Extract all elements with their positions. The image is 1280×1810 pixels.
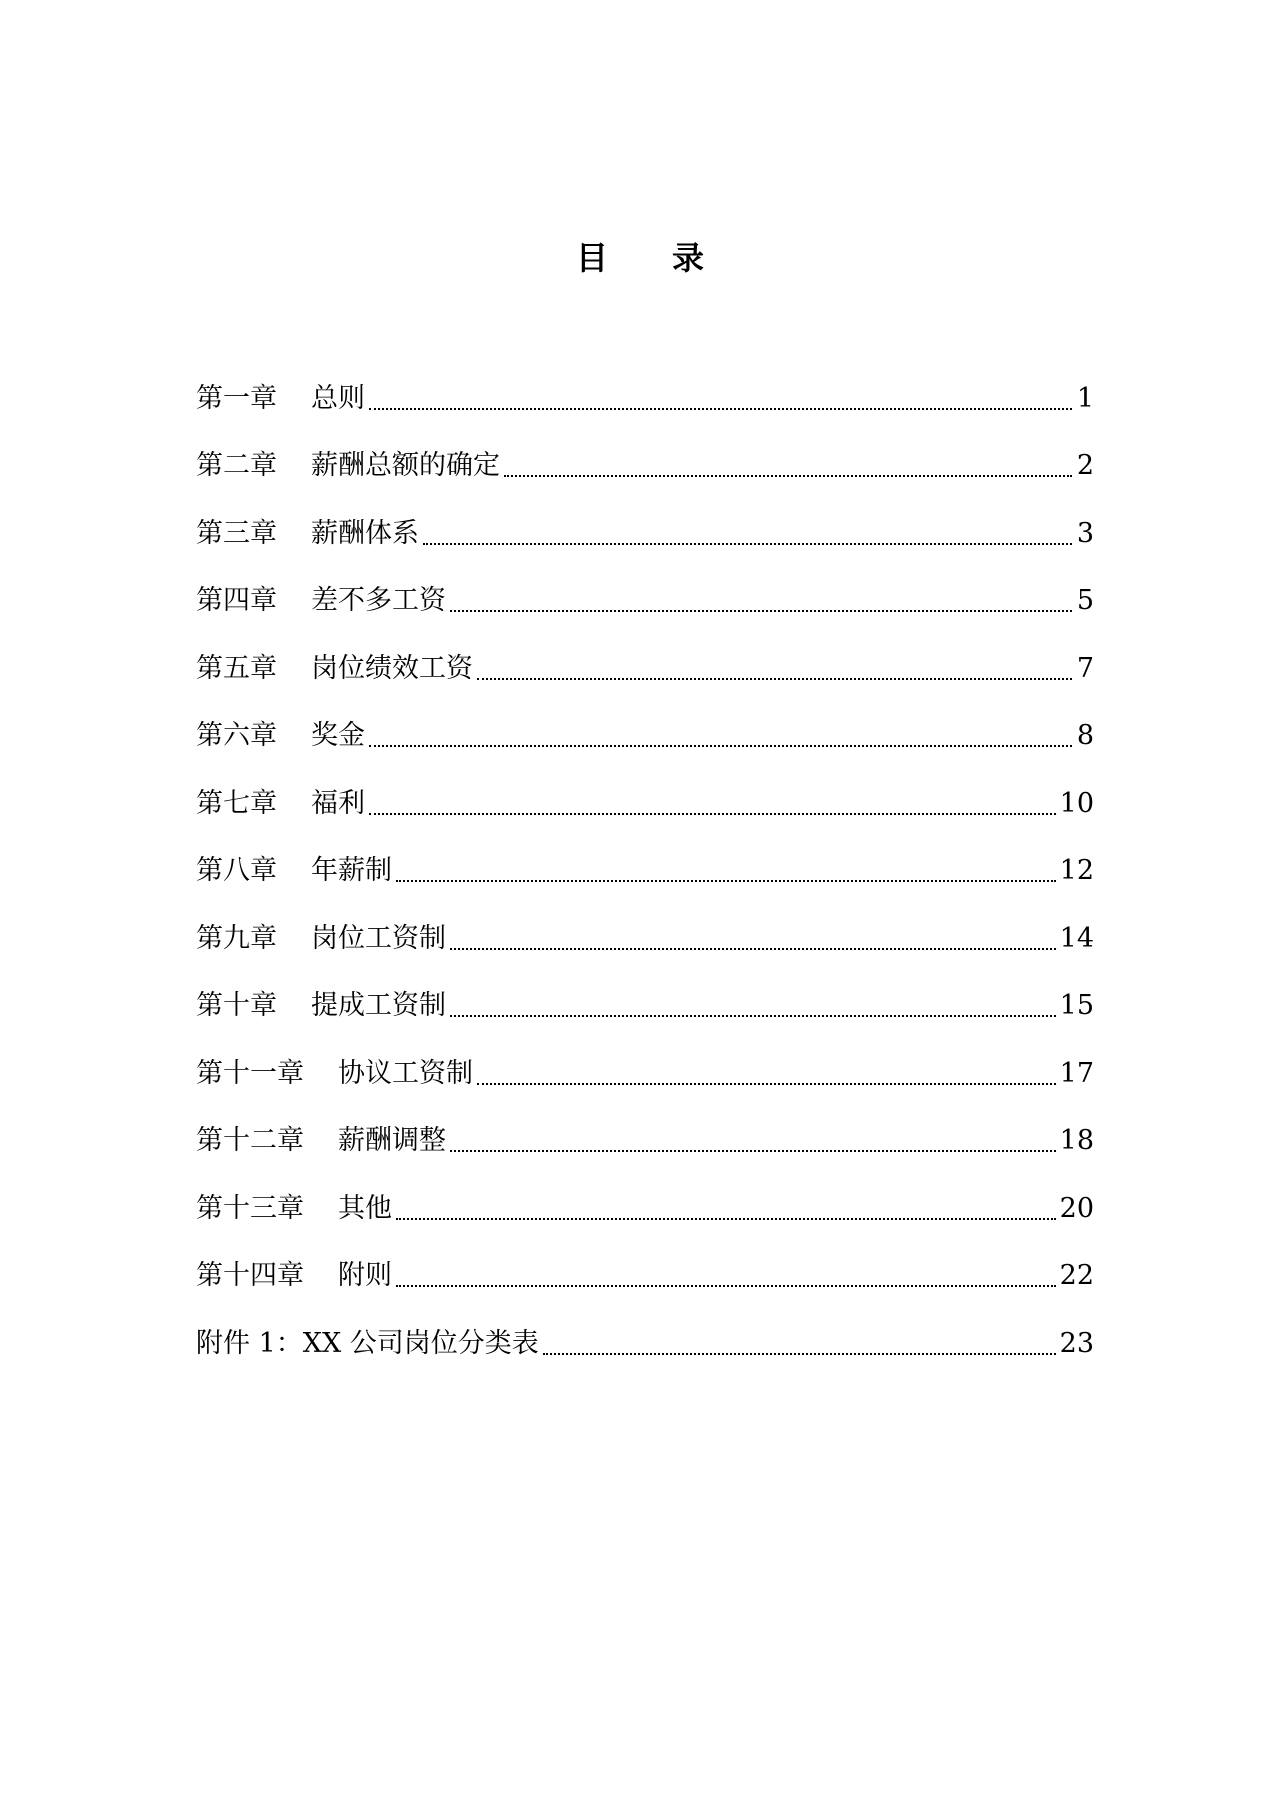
chapter-number: 第七章 <box>196 787 277 819</box>
chapter-number: 第四章 <box>196 585 277 616</box>
page-number: 3 <box>1076 517 1094 549</box>
title-character: 目 <box>575 239 608 277</box>
toc-entry[interactable] <box>196 432 1094 500</box>
page-number: 14 <box>1059 922 1094 954</box>
chapter-number: 第十一章 <box>196 1057 304 1089</box>
chapter-number: 第一章 <box>196 382 277 414</box>
page-number: 22 <box>1059 1260 1094 1291</box>
chapter-heading: 岗位工资制 <box>311 922 446 954</box>
chapter-number: 第十章 <box>196 990 277 1021</box>
dot-leader <box>365 702 1076 769</box>
chapter-heading: 提成工资制 <box>311 990 446 1021</box>
chapter-number: 第十三章 <box>196 1192 304 1224</box>
dot-leader <box>500 432 1076 499</box>
dot-leader <box>473 1040 1060 1107</box>
chapter-heading: 差不多工资 <box>311 585 446 616</box>
chapter-heading: 附则 <box>338 1260 392 1291</box>
chapter-heading: 奖金 <box>311 720 365 751</box>
page-number: 5 <box>1076 585 1094 616</box>
chapter-number: 第十二章 <box>196 1125 304 1156</box>
page-number: 17 <box>1059 1057 1094 1089</box>
toc-entry[interactable] <box>196 702 1094 770</box>
toc-entry[interactable] <box>196 1242 1094 1310</box>
chapter-heading: 其他 <box>338 1192 392 1224</box>
toc-entry-attachment[interactable] <box>196 1309 1094 1377</box>
attachment-heading: 附件 1：XX 公司岗位分类表 <box>196 1327 539 1359</box>
dot-leader <box>392 1242 1060 1309</box>
toc-entry[interactable] <box>196 972 1094 1040</box>
dot-leader <box>446 972 1060 1039</box>
page-number: 20 <box>1059 1192 1094 1224</box>
chapter-number: 第十四章 <box>196 1260 304 1291</box>
chapter-number: 第九章 <box>196 922 277 954</box>
page-number: 12 <box>1059 855 1094 886</box>
toc-entry[interactable] <box>196 837 1094 905</box>
dot-leader <box>446 905 1060 972</box>
dot-leader <box>446 567 1076 634</box>
toc-entry[interactable] <box>196 904 1094 972</box>
page-number: 2 <box>1076 450 1094 481</box>
toc-entry[interactable] <box>196 1039 1094 1107</box>
page-number: 15 <box>1059 990 1094 1021</box>
toc-entry[interactable] <box>196 364 1094 432</box>
chapter-number: 第三章 <box>196 517 277 549</box>
toc-entry[interactable] <box>196 567 1094 635</box>
page-number: 10 <box>1059 787 1094 819</box>
toc-entry[interactable] <box>196 634 1094 702</box>
chapter-heading: 薪酬总额的确定 <box>311 450 500 481</box>
toc-entry[interactable] <box>196 499 1094 567</box>
table-of-contents-title <box>0 228 1280 288</box>
chapter-heading: 福利 <box>311 787 365 819</box>
dot-leader <box>392 837 1060 904</box>
toc-entry[interactable] <box>196 1107 1094 1175</box>
toc-entry[interactable] <box>196 1174 1094 1242</box>
chapter-heading: 总则 <box>311 382 365 414</box>
dot-leader <box>446 1107 1060 1174</box>
dot-leader <box>539 1310 1060 1377</box>
page-number: 23 <box>1059 1327 1094 1359</box>
chapter-heading: 年薪制 <box>311 855 392 886</box>
chapter-number: 第二章 <box>196 450 277 481</box>
dot-leader <box>473 635 1076 702</box>
dot-leader <box>365 770 1060 837</box>
chapter-heading: 岗位绩效工资 <box>311 652 473 684</box>
chapter-number: 第八章 <box>196 855 277 886</box>
page-number: 7 <box>1076 652 1094 684</box>
dot-leader <box>392 1175 1060 1242</box>
table-of-contents <box>196 364 1094 1377</box>
page-number: 8 <box>1076 720 1094 751</box>
chapter-heading: 薪酬调整 <box>338 1125 446 1156</box>
toc-entry[interactable] <box>196 769 1094 837</box>
chapter-number: 第五章 <box>196 652 277 684</box>
dot-leader <box>419 500 1076 567</box>
chapter-heading: 薪酬体系 <box>311 517 419 549</box>
page-number: 18 <box>1059 1125 1094 1156</box>
dot-leader <box>365 365 1076 432</box>
page-number: 1 <box>1076 382 1094 414</box>
chapter-heading: 协议工资制 <box>338 1057 473 1089</box>
title-character: 录 <box>672 239 705 277</box>
chapter-number: 第六章 <box>196 720 277 751</box>
